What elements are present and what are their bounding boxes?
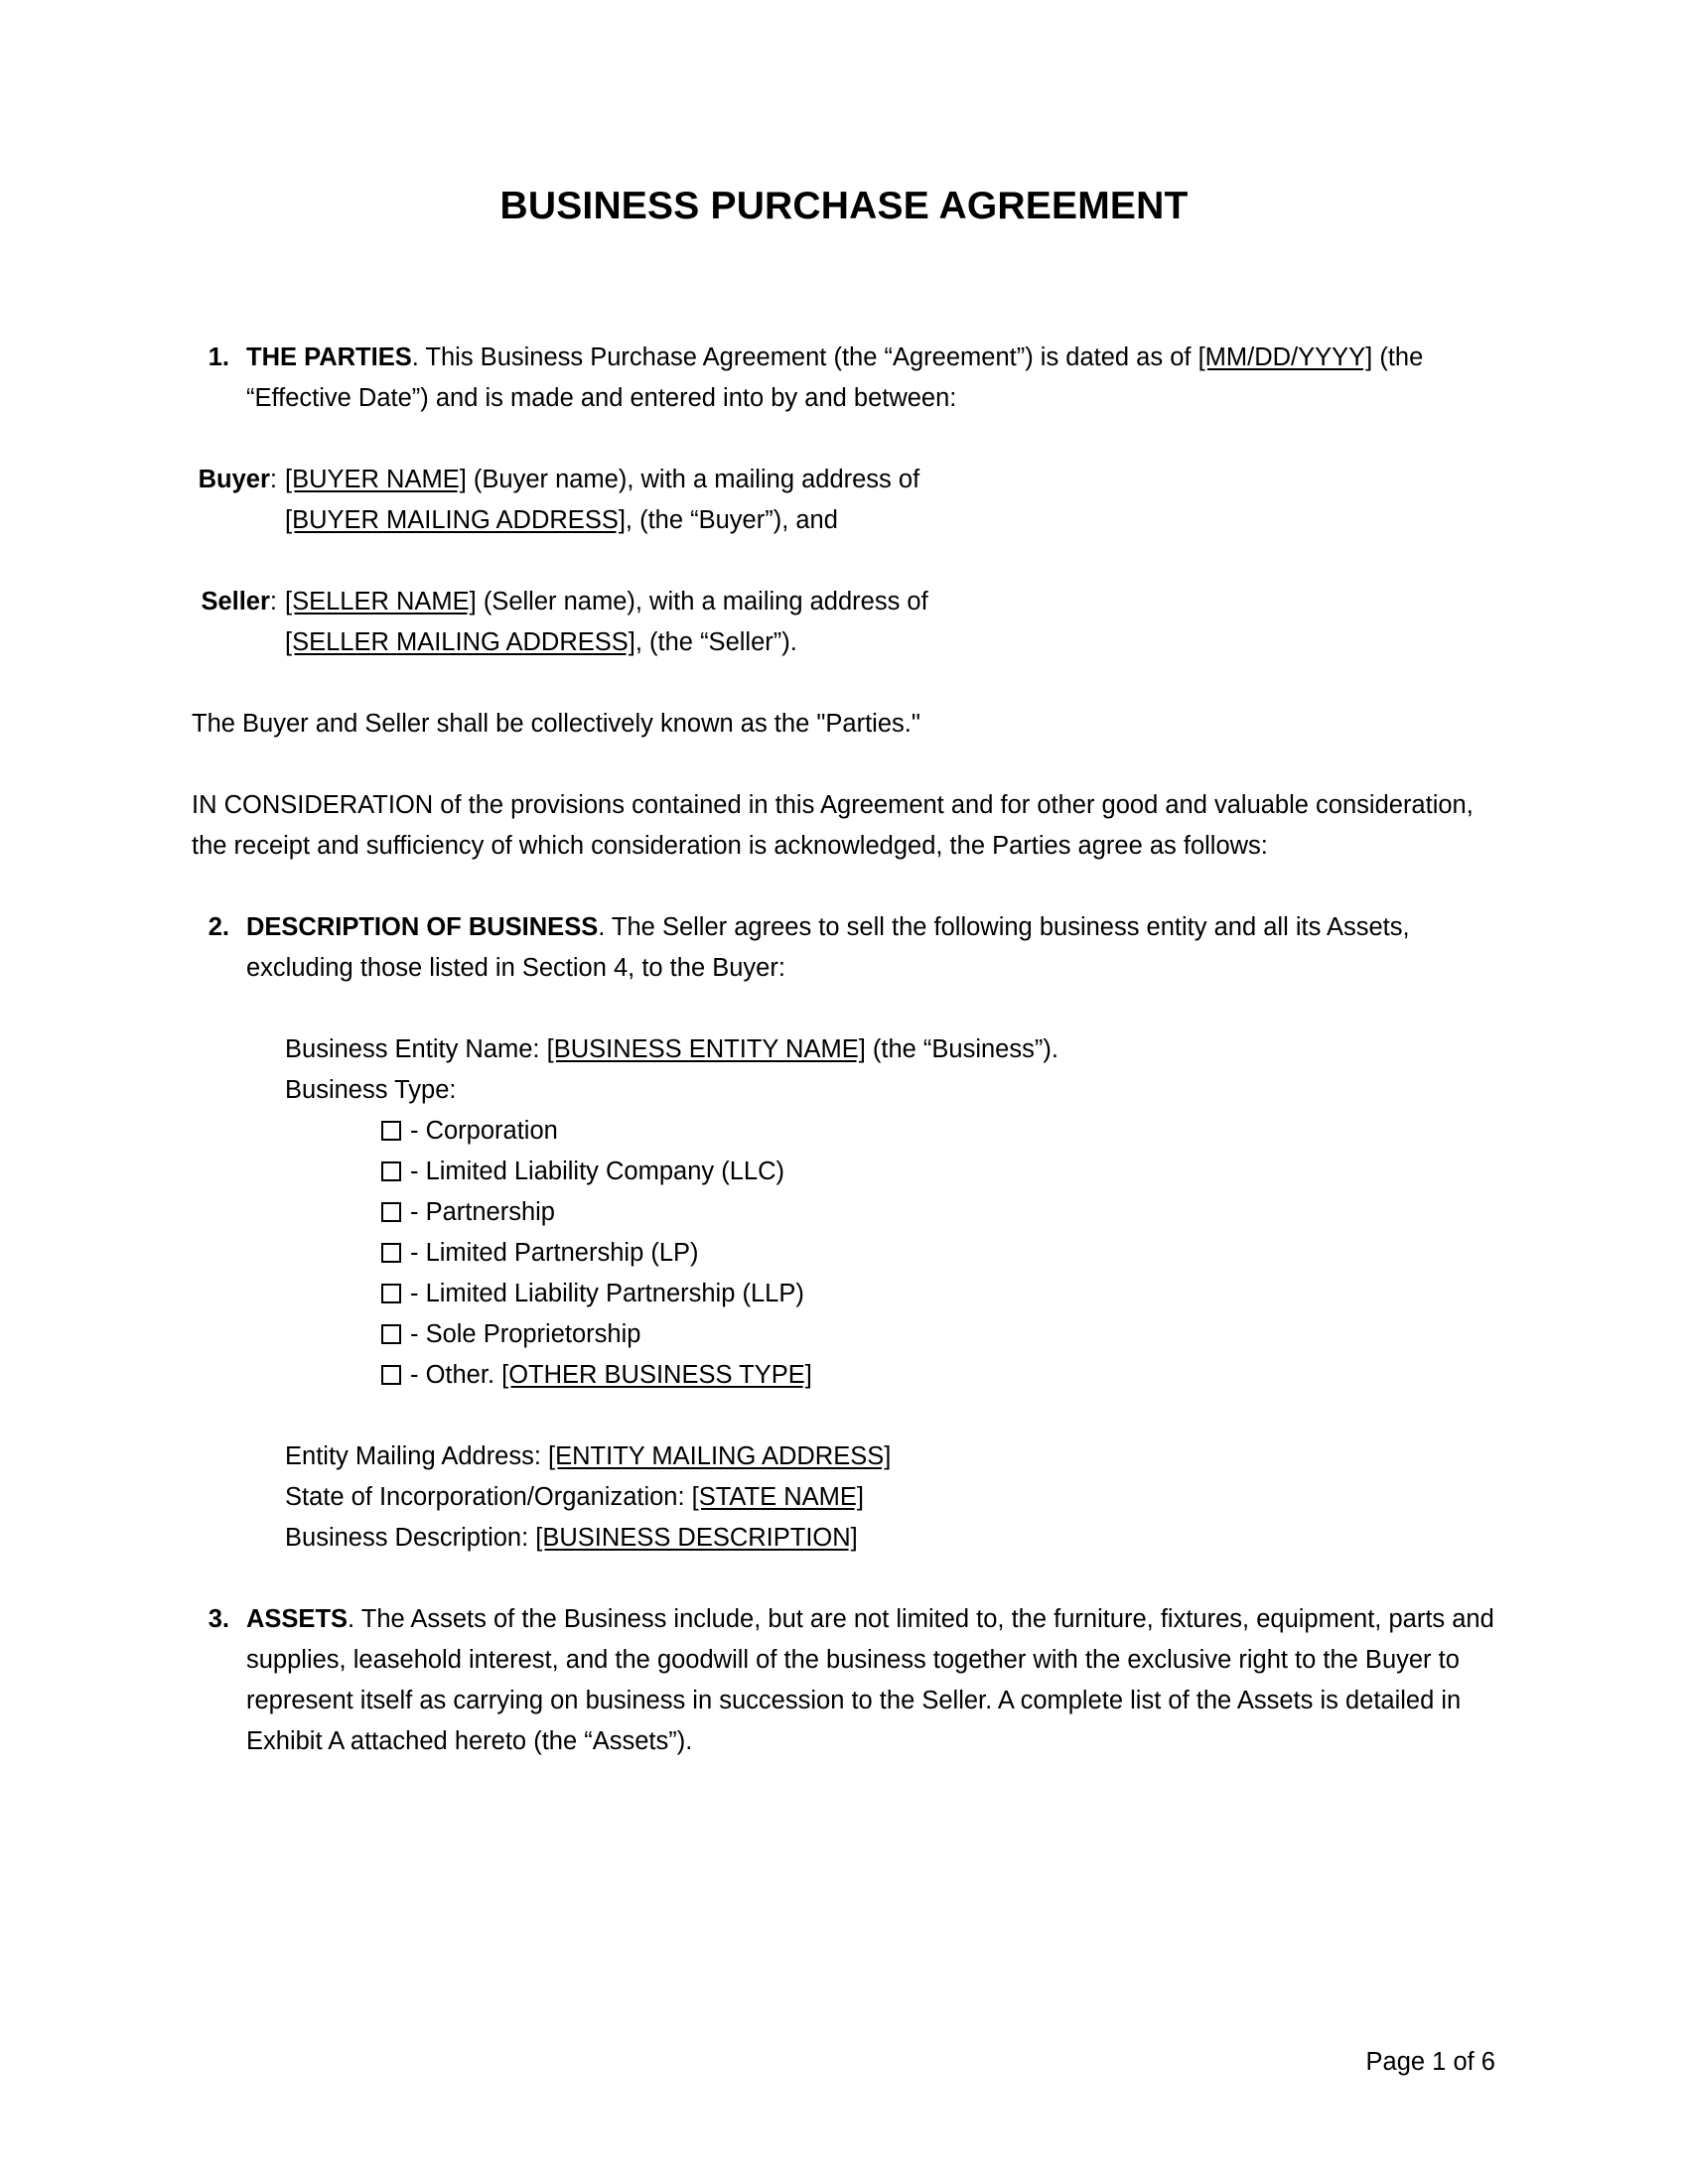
seller-address-suffix: , (the “Seller”). [634,628,797,656]
checkbox-icon[interactable] [381,1243,401,1263]
state-of-incorporation-label: State of Incorporation/Organization: [285,1483,692,1511]
document-body [192,338,1512,1762]
spacer [192,1559,1512,1599]
seller-label: Seller: [201,588,277,615]
buyer-block [192,460,1512,541]
option-label: - Corporation [410,1117,558,1145]
business-type-options [192,1111,1512,1396]
business-entity-name-suffix: (the “Business”). [865,1035,1058,1063]
checkbox-icon[interactable] [381,1161,401,1181]
business-type-option-corporation[interactable] [285,1111,1512,1152]
spacer [192,745,1512,785]
buyer-address-field[interactable]: [BUYER MAILING ADDRESS] [285,506,626,534]
effective-date-field[interactable]: [MM/DD/YYYY] [1197,343,1373,371]
clause-2-heading: DESCRIPTION OF BUSINESS [246,913,599,941]
spacer [192,989,1512,1029]
clause-2-number: 2. [208,913,229,941]
spacer [192,867,1512,907]
parties-sentence: The Buyer and Seller shall be collectively known as the "Parties." [192,710,920,738]
spacer [192,419,1512,460]
option-label: - Partnership [410,1198,555,1226]
spacer [192,663,1512,704]
entity-mailing-address-field[interactable]: [ENTITY MAILING ADDRESS] [548,1442,892,1470]
option-label: - Limited Liability Partnership (LLP) [410,1280,804,1307]
checkbox-icon[interactable] [381,1202,401,1222]
seller-address-line [285,622,1512,663]
spacer [192,1396,1512,1436]
option-label: - Limited Liability Company (LLC) [410,1158,784,1185]
clause-1-intro-a: . This Business Purchase Agreement (the “Agreement”) is dated as of [411,343,1198,371]
clause-3-body: . The Assets of the Business include, but are not limited to, the furniture, fixtures, equipment, parts and supplies, leasehold interest, and the goodwill of the business together with the exclusive right to the Buyer to represent itself as carrying on business in succession to the Seller. A complete list of the Assets is detailed in Exhibit A attached hereto (the “Assets”). [246,1605,1494,1755]
other-business-type-field[interactable]: [OTHER BUSINESS TYPE] [501,1361,812,1389]
clause-2-body: . The Seller agrees to sell the following business entity and all its Assets, excluding those listed in Section 4, to the Buyer: [246,913,1410,982]
option-label: - Other. [410,1361,502,1389]
checkbox-icon[interactable] [381,1121,401,1141]
clause-1-number: 1. [208,343,229,371]
business-type-option-sole-proprietorship[interactable] [285,1314,1512,1355]
buyer-name-suffix: (Buyer name), with a mailing address of [466,466,920,493]
buyer-address-line [285,500,1512,541]
state-of-incorporation-line [285,1477,1512,1518]
entity-mailing-address-label: Entity Mailing Address: [285,1442,549,1470]
business-description-line [285,1518,1512,1559]
option-label: - Limited Partnership (LP) [410,1239,699,1267]
business-type-label: Business Type: [285,1076,457,1104]
business-entity-name-field[interactable]: [BUSINESS ENTITY NAME] [546,1035,866,1063]
business-entity-name-label: Business Entity Name: [285,1035,547,1063]
clause-2-text [246,907,1512,989]
business-type-option-partnership[interactable] [285,1192,1512,1233]
business-description-label: Business Description: [285,1524,536,1552]
business-details-block [192,1436,1512,1559]
business-type-option-other[interactable] [285,1355,1512,1396]
buyer-name-field[interactable]: [BUYER NAME] [285,466,467,493]
business-entity-name-line [285,1029,1512,1070]
clause-3-number: 3. [208,1605,229,1633]
option-label: - Sole Proprietorship [410,1320,641,1348]
consideration-paragraph: IN CONSIDERATION of the provisions contained in this Agreement and for other good and valuable consideration, the receipt and sufficiency of which consideration is acknowledged, the Parties agree as follows: [192,791,1474,860]
clause-3-assets [192,1599,1512,1762]
business-entity-block [192,1029,1512,1111]
business-description-field[interactable]: [BUSINESS DESCRIPTION] [535,1524,858,1552]
clause-1-the-parties [192,338,1512,419]
checkbox-icon[interactable] [381,1365,401,1385]
entity-mailing-address-line [285,1436,1512,1477]
clause-1-text [246,338,1512,419]
clause-1-intro-b: (the “Effective Date”) and is made and entered into by and between: [246,343,1424,412]
seller-block [192,582,1512,663]
seller-name-field[interactable]: [SELLER NAME] [285,588,477,615]
clause-1-heading: THE PARTIES [246,343,412,371]
checkbox-icon[interactable] [381,1284,401,1303]
seller-address-field[interactable]: [SELLER MAILING ADDRESS] [285,628,635,656]
buyer-address-suffix: , (the “Buyer”), and [625,506,838,534]
buyer-name-line [285,460,1512,500]
clause-3-text [246,1599,1512,1762]
clause-2-description-of-business [192,907,1512,989]
business-type-option-llp[interactable] [285,1274,1512,1314]
seller-name-line [285,582,1512,622]
page-title: BUSINESS PURCHASE AGREEMENT [499,185,1189,227]
seller-name-suffix: (Seller name), with a mailing address of [476,588,928,615]
business-type-option-llc[interactable] [285,1152,1512,1192]
state-name-field[interactable]: [STATE NAME] [691,1483,864,1511]
clause-3-heading: ASSETS [246,1605,349,1633]
business-type-option-lp[interactable] [285,1233,1512,1274]
page-footer: Page 1 of 6 [1365,2048,1495,2076]
checkbox-icon[interactable] [381,1324,401,1344]
buyer-label: Buyer: [198,466,277,493]
spacer [192,541,1512,582]
